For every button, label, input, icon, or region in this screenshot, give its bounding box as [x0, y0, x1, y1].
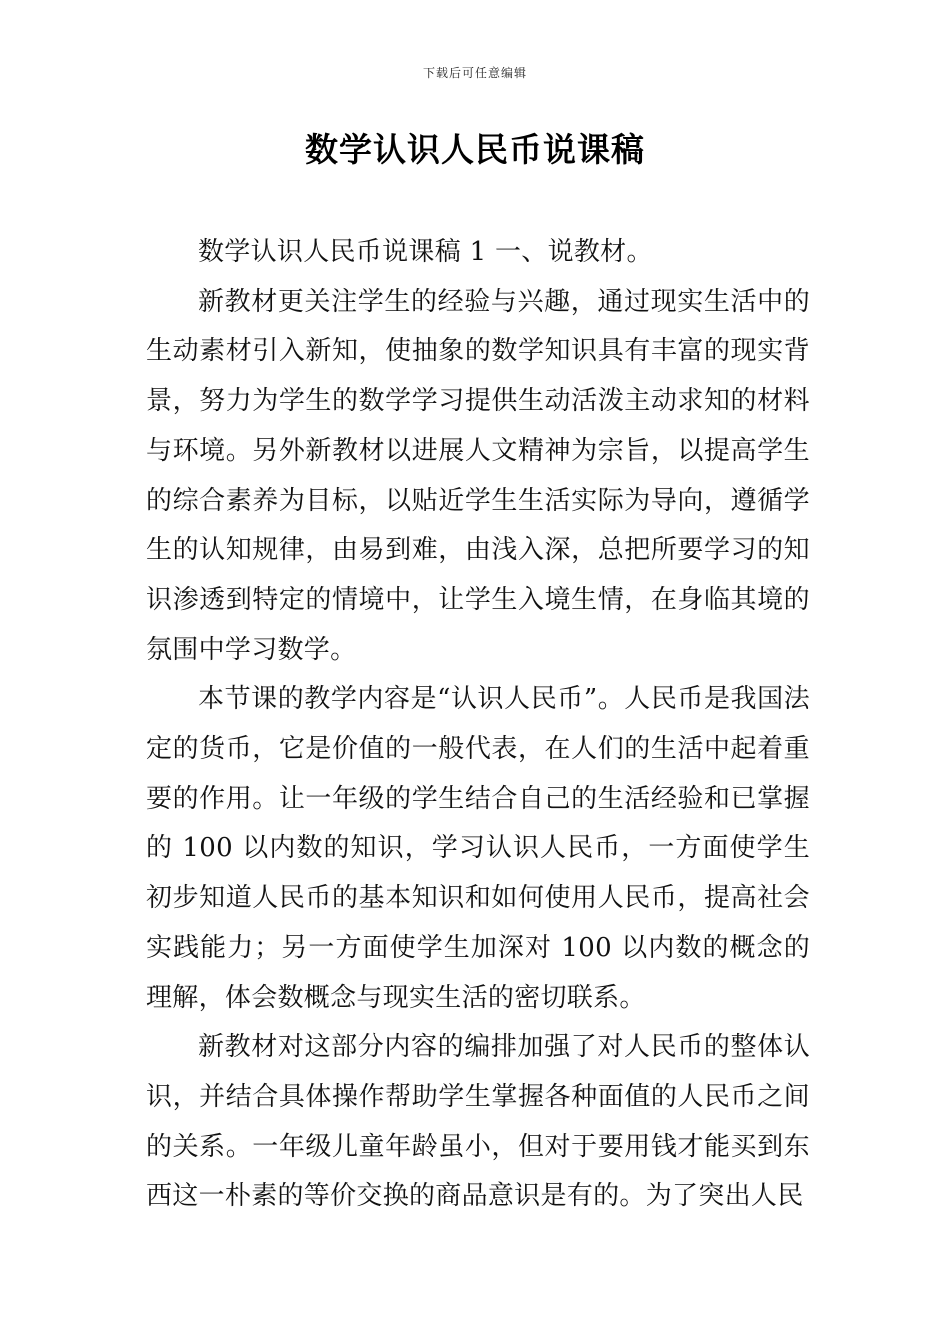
paragraph-intro: 数学认识人民币说课稿 1 一、说教材。: [198, 237, 653, 267]
document-title: 数学认识人民币说课稿: [305, 130, 645, 169]
header-note: 下载后可任意编辑: [422, 66, 527, 80]
paragraph-lesson-content: 本节课的教学内容是“认识人民币”。人民币是我国法定的货币，它是价值的一般代表，在人们的生活中起着重要的作用。让一年级的学生结合自己的生活经验和已掌握的 100 以内数的知识，学习认识人民币，一方面使学生初步知道人民币的基本知识和如何使用人民币，提高社会实践能力；另一方面使学生加深对 100 以内数的概念的理解，体会数概念与现实生活的密切联系。: [146, 684, 810, 1013]
document-body: [146, 228, 810, 1222]
paragraph-arrangement: 新教材对这部分内容的编排加强了对人民币的整体认识，并结合具体操作帮助学生掌握各种面值的人民币之间的关系。一年级儿童年龄虽小，但对于要用钱才能买到东西这一朴素的等价交换的商品意识是有的。为了突出人民: [146, 1032, 810, 1212]
paragraph-new-textbook: 新教材更关注学生的经验与兴趣，通过现实生活中的生动素材引入新知，使抽象的数学知识具有丰富的现实背景，努力为学生的数学学习提供生动活泼主动求知的材料与环境。另外新教材以进展人文精神为宗旨，以提高学生的综合素养为目标，以贴近学生生活实际为导向，遵循学生的认知规律，由易到难，由浅入深，总把所要学习的知识渗透到特定的情境中，让学生入境生情，在身临其境的氛围中学习数学。: [146, 286, 810, 665]
